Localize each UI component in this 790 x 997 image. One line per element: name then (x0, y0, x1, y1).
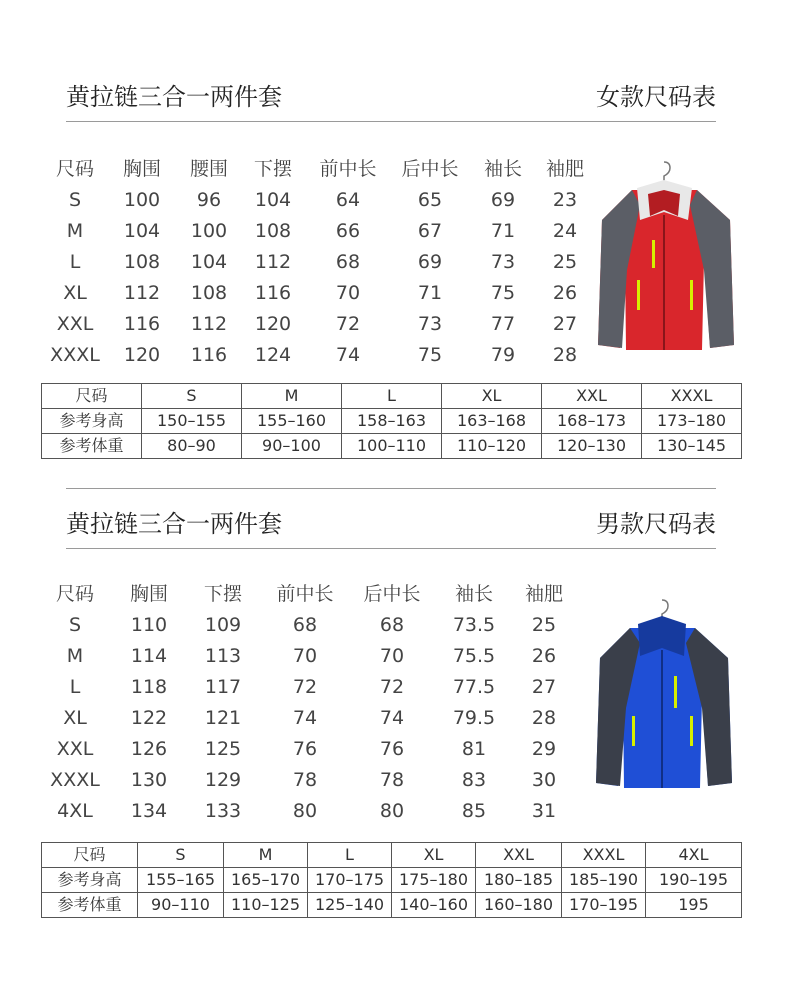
table-cell: 133 (204, 800, 242, 822)
table-cell: 74 (335, 344, 361, 366)
table-cell: L (342, 384, 442, 409)
table-cell: XL (63, 707, 87, 729)
table-cell: 158–163 (342, 409, 442, 434)
table-cell: 110–125 (224, 893, 308, 918)
table-cell: 190–195 (646, 868, 742, 893)
table-cell: 125 (204, 738, 242, 760)
table-cell: 170–175 (308, 868, 392, 893)
table-cell: 25 (531, 614, 557, 636)
table-cell: 125–140 (308, 893, 392, 918)
table-cell: 73 (490, 251, 516, 273)
table-cell: 26 (531, 645, 557, 667)
table-cell: 110–120 (442, 434, 542, 459)
column-header: 尺码 (55, 583, 95, 605)
table-cell: 96 (196, 189, 222, 211)
table-cell: S (138, 843, 224, 868)
table-cell: XL (442, 384, 542, 409)
table-cell: 80 (379, 800, 405, 822)
table-cell: XL (392, 843, 476, 868)
table-cell: 73 (417, 313, 443, 335)
table-cell: 69 (490, 189, 516, 211)
column-header: 胸围 (129, 583, 169, 605)
column-header: 袖肥 (524, 583, 564, 605)
table-cell: 108 (123, 251, 161, 273)
table-cell: 163–168 (442, 409, 542, 434)
table-cell: S (142, 384, 242, 409)
table-cell: 130–145 (642, 434, 742, 459)
table-cell: 30 (531, 769, 557, 791)
table-cell: 72 (335, 313, 361, 335)
table-cell: 116 (190, 344, 228, 366)
column-header: 后中长 (363, 583, 421, 605)
table-cell: 25 (552, 251, 578, 273)
divider (66, 121, 716, 122)
table-cell: 78 (379, 769, 405, 791)
table-cell: 170–195 (562, 893, 646, 918)
table-cell: 185–190 (562, 868, 646, 893)
row-label: 参考身高 (42, 409, 142, 434)
table-cell: 120–130 (542, 434, 642, 459)
ref-height-row (42, 868, 742, 893)
table-cell: 76 (292, 738, 318, 760)
column-header: 袖长 (483, 158, 523, 180)
table-cell: 26 (552, 282, 578, 304)
table-cell: 116 (123, 313, 161, 335)
table-cell: 134 (130, 800, 168, 822)
table-cell: 90–100 (242, 434, 342, 459)
column-header: 袖长 (454, 583, 494, 605)
table-cell: 112 (123, 282, 161, 304)
table-cell: M (224, 843, 308, 868)
table-cell: S (68, 189, 82, 211)
table-cell: 72 (292, 676, 318, 698)
women-reference-table (41, 383, 742, 459)
table-cell: XXXL (642, 384, 742, 409)
women-size-chart-title: 女款尺码表 (596, 83, 716, 111)
column-header: 下摆 (253, 158, 293, 180)
table-cell: M (66, 645, 84, 667)
table-cell: 124 (254, 344, 292, 366)
table-cell: 104 (254, 189, 292, 211)
table-cell: 71 (490, 220, 516, 242)
table-cell: 79 (490, 344, 516, 366)
table-cell: 130 (130, 769, 168, 791)
row-label: 参考体重 (42, 434, 142, 459)
table-cell: 122 (130, 707, 168, 729)
table-cell: 68 (379, 614, 405, 636)
table-cell: 100 (123, 189, 161, 211)
men-measurement-table (0, 578, 600, 828)
table-cell: 109 (204, 614, 242, 636)
table-cell: 180–185 (476, 868, 562, 893)
table-cell: XXL (476, 843, 562, 868)
table-cell: 65 (417, 189, 443, 211)
table-cell: XL (63, 282, 87, 304)
table-cell: 120 (123, 344, 161, 366)
table-cell: 83 (461, 769, 487, 791)
table-cell: 165–170 (224, 868, 308, 893)
table-cell: 28 (552, 344, 578, 366)
ref-weight-row (42, 893, 742, 918)
table-cell: 140–160 (392, 893, 476, 918)
divider (66, 548, 716, 549)
table-cell: L (69, 251, 81, 273)
table-cell: 66 (335, 220, 361, 242)
table-cell: 129 (204, 769, 242, 791)
table-cell: 64 (335, 189, 361, 211)
women-section-title: 黄拉链三合一两件套 (66, 83, 282, 111)
table-cell: 24 (552, 220, 578, 242)
red-jacket-image (592, 160, 740, 355)
table-cell: 70 (379, 645, 405, 667)
section-divider (66, 488, 716, 489)
ref-weight-row (42, 434, 742, 459)
table-cell: 74 (379, 707, 405, 729)
table-cell: 100–110 (342, 434, 442, 459)
table-cell: 112 (254, 251, 292, 273)
table-cell: 85 (461, 800, 487, 822)
table-cell: 75.5 (452, 645, 496, 667)
column-header: 腰围 (189, 158, 229, 180)
table-cell: 108 (254, 220, 292, 242)
table-cell: 68 (335, 251, 361, 273)
ref-header (42, 384, 742, 409)
table-cell: XXXL (50, 769, 100, 791)
table-cell: 67 (417, 220, 443, 242)
table-cell: 160–180 (476, 893, 562, 918)
table-cell: 90–110 (138, 893, 224, 918)
table-cell: 27 (552, 313, 578, 335)
table-cell: 70 (335, 282, 361, 304)
column-header: 胸围 (122, 158, 162, 180)
table-cell: 79.5 (452, 707, 496, 729)
table-cell: 150–155 (142, 409, 242, 434)
table-cell: 72 (379, 676, 405, 698)
column-header: 尺码 (55, 158, 95, 180)
table-cell: 74 (292, 707, 318, 729)
table-cell: 113 (204, 645, 242, 667)
men-size-chart-title: 男款尺码表 (596, 510, 716, 538)
row-label: 尺码 (42, 384, 142, 409)
table-cell: 112 (190, 313, 228, 335)
blue-jacket-image (590, 598, 738, 793)
table-cell: XXL (542, 384, 642, 409)
table-cell: 4XL (646, 843, 742, 868)
table-cell: 108 (190, 282, 228, 304)
table-cell: 70 (292, 645, 318, 667)
table-cell: 120 (254, 313, 292, 335)
table-cell: 78 (292, 769, 318, 791)
men-section-title: 黄拉链三合一两件套 (66, 510, 282, 538)
table-cell: 73.5 (452, 614, 496, 636)
table-cell: XXXL (562, 843, 646, 868)
table-cell: M (66, 220, 84, 242)
table-cell: 173–180 (642, 409, 742, 434)
table-cell: L (69, 676, 81, 698)
table-cell: 75 (490, 282, 516, 304)
row-label: 尺码 (42, 843, 138, 868)
table-cell: 77.5 (452, 676, 496, 698)
table-cell: 81 (461, 738, 487, 760)
table-cell: 126 (130, 738, 168, 760)
ref-header (42, 843, 742, 868)
table-cell: XXL (56, 313, 94, 335)
ref-height-row (42, 409, 742, 434)
table-cell: L (308, 843, 392, 868)
men-reference-table (41, 842, 742, 918)
table-cell: 31 (531, 800, 557, 822)
table-cell: 100 (190, 220, 228, 242)
table-cell: 155–165 (138, 868, 224, 893)
column-header: 袖肥 (545, 158, 585, 180)
table-cell: 110 (130, 614, 168, 636)
table-cell: 168–173 (542, 409, 642, 434)
table-cell: 68 (292, 614, 318, 636)
table-cell: 118 (130, 676, 168, 698)
table-cell: XXL (56, 738, 94, 760)
table-cell: 80–90 (142, 434, 242, 459)
table-cell: 27 (531, 676, 557, 698)
table-cell: 104 (123, 220, 161, 242)
column-header: 下摆 (203, 583, 243, 605)
table-cell: S (68, 614, 82, 636)
table-cell: 117 (204, 676, 242, 698)
table-cell: 155–160 (242, 409, 342, 434)
column-header: 前中长 (319, 158, 377, 180)
table-cell: 195 (646, 893, 742, 918)
table-cell: 104 (190, 251, 228, 273)
table-cell: 80 (292, 800, 318, 822)
table-cell: 28 (531, 707, 557, 729)
table-cell: 175–180 (392, 868, 476, 893)
table-cell: 71 (417, 282, 443, 304)
table-cell: M (242, 384, 342, 409)
row-label: 参考身高 (42, 868, 138, 893)
women-measurement-table (0, 153, 600, 373)
table-cell: 4XL (57, 800, 93, 822)
table-cell: 29 (531, 738, 557, 760)
table-cell: 116 (254, 282, 292, 304)
table-cell: 121 (204, 707, 242, 729)
table-cell: 69 (417, 251, 443, 273)
table-cell: 23 (552, 189, 578, 211)
column-header: 后中长 (401, 158, 459, 180)
row-label: 参考体重 (42, 893, 138, 918)
column-header: 前中长 (276, 583, 334, 605)
table-cell: 77 (490, 313, 516, 335)
table-cell: XXXL (50, 344, 100, 366)
table-cell: 75 (417, 344, 443, 366)
table-cell: 114 (130, 645, 168, 667)
table-cell: 76 (379, 738, 405, 760)
